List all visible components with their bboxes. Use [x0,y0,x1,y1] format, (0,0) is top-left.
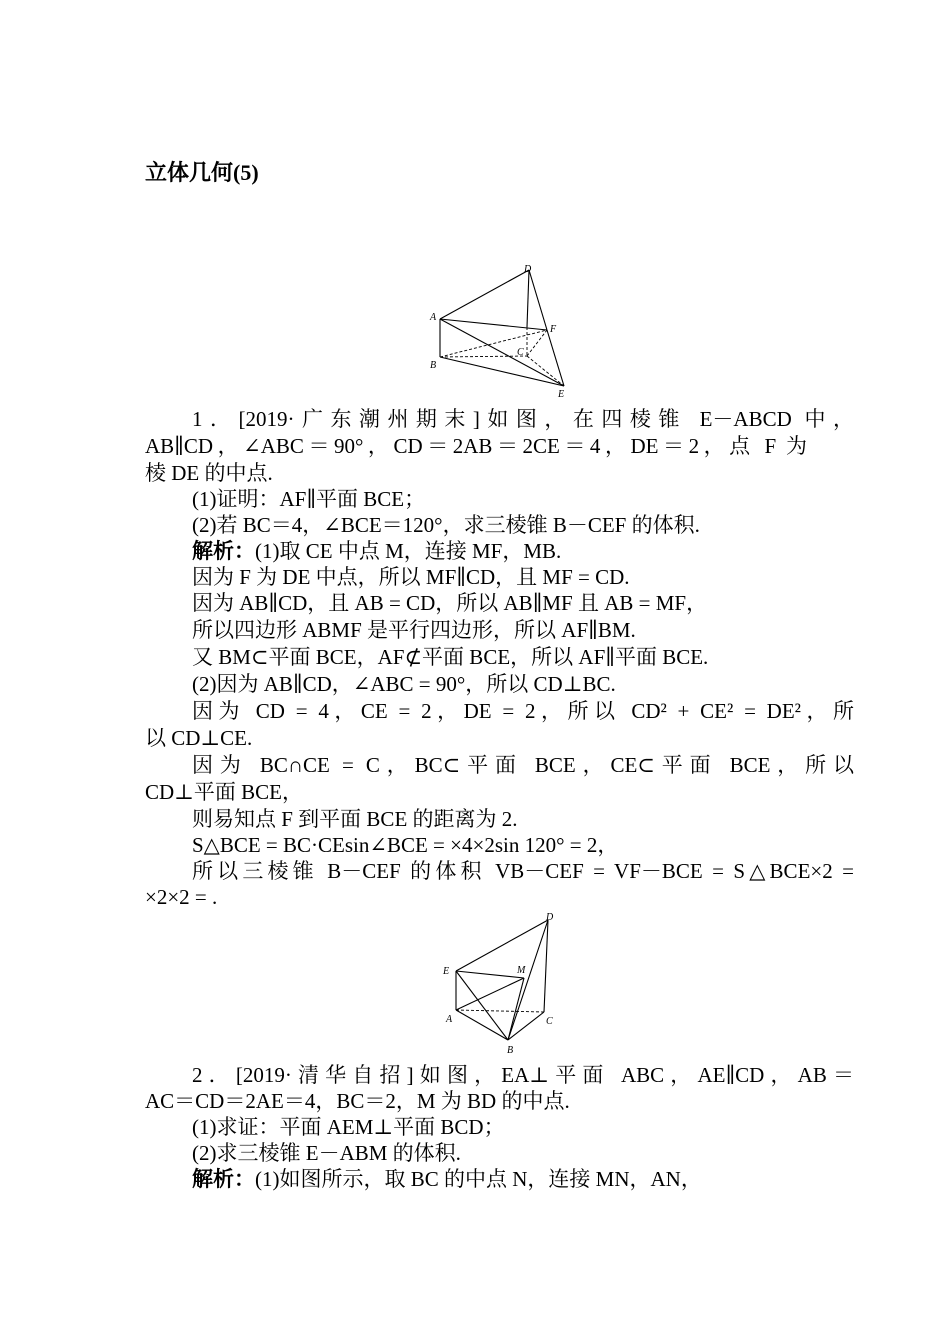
page-title: 立体几何(5) [145,160,259,185]
problem-1-solution-row-0 [145,538,854,564]
figure-1-pyramid [425,262,575,400]
problem-1-line-2: AB∥CD，∠ABC＝90°，CD＝2AB＝2CE＝4，DE＝2，点 F 为 [145,434,807,458]
problem-2-question-1: (1)求证：平面 AEM⊥平面 BCD； [192,1115,505,1139]
figure-2-label-E: E [443,966,450,977]
problem-1-solution-row-1: 因为 F 为 DE 中点，所以 MF∥CD，且 MF = CD. [192,565,630,589]
problem-1-question-1: (1)证明：AF∥平面 BCE； [192,487,426,511]
problem-1-solution-row-8: 因为 BC∩CE = C，BC⊂平面 BCE，CE⊂平面 BCE，所以 [192,753,854,777]
figure-2-label-C: C [546,1016,553,1027]
problem-2-question-2: (2)求三棱锥 E－ABM 的体积. [192,1141,461,1165]
problem-2-solution-row-0 [145,1166,854,1192]
figure-2-solid [438,910,570,1060]
figure-1-label-C: C [517,347,524,358]
problem-1-solution-row-11: S△BCE = BC·CEsin∠BCE = ×4×2sin 120° = 2， [192,833,619,857]
problem-1-solution-row-9: CD⊥平面 BCE， [145,780,304,804]
figure-2-label-M: M [517,965,526,976]
solution-label: 解析： [192,539,255,563]
figure-1-label-D: D [524,264,532,275]
problem-1-line-3: 棱 DE 的中点. [145,461,273,485]
problem-2-line-1: 2．[2019·清华自招]如图，EA⊥平面 ABC，AE∥CD，AB＝ [192,1063,854,1087]
problem-2-line-2: AC＝CD＝2AE＝4，BC＝2，M 为 BD 的中点. [145,1089,570,1113]
problem-1-solution-row-4: 又 BM⊂平面 BCE，AF⊄平面 BCE，所以 AF∥平面 BCE. [192,645,709,669]
problem-1-solution-row-13: ×2×2 = . [145,885,218,909]
problem-1-line-1: 1．[2019·广东潮州期末]如图，在四棱锥 E－ABCD 中， [192,407,854,431]
solution-label: 解析： [192,1167,255,1191]
figure-2-label-D: D [546,912,554,923]
problem-1-solution-row-12: 所以三棱锥 B－CEF 的体积 VB－CEF = VF－BCE = S△BCE×2 = [192,859,854,883]
solution-text: (1)如图所示，取 BC 的中点 N，连接 MN，AN， [255,1167,702,1191]
solution-text: (1)取 CE 中点 M，连接 MF，MB. [255,539,562,563]
figure-1-label-A: A [430,312,437,323]
figure-1-label-B: B [430,360,437,371]
problem-1-solution-row-2: 因为 AB∥CD，且 AB = CD，所以 AB∥MF 且 AB = MF， [192,591,708,615]
problem-1-solution-row-6: 因为 CD = 4，CE = 2，DE = 2，所以 CD² + CE² = DE²，所 [192,699,854,723]
problem-1-solution-row-7: 以 CD⊥CE. [145,726,253,750]
problem-1-solution-row-5: (2)因为 AB∥CD，∠ABC = 90°，所以 CD⊥BC. [192,672,616,696]
figure-1-label-E: E [558,389,565,400]
figure-1-label-F: F [550,324,557,335]
problem-1-solution-row-10: 则易知点 F 到平面 BCE 的距离为 2. [192,807,518,831]
problem-1-question-2: (2)若 BC＝4，∠BCE＝120°，求三棱锥 B－CEF 的体积. [192,513,700,537]
figure-2-label-A: A [446,1014,453,1025]
problem-1-solution-row-3: 所以四边形 ABMF 是平行四边形，所以 AF∥BM. [192,618,636,642]
figure-2-label-B: B [507,1045,514,1056]
